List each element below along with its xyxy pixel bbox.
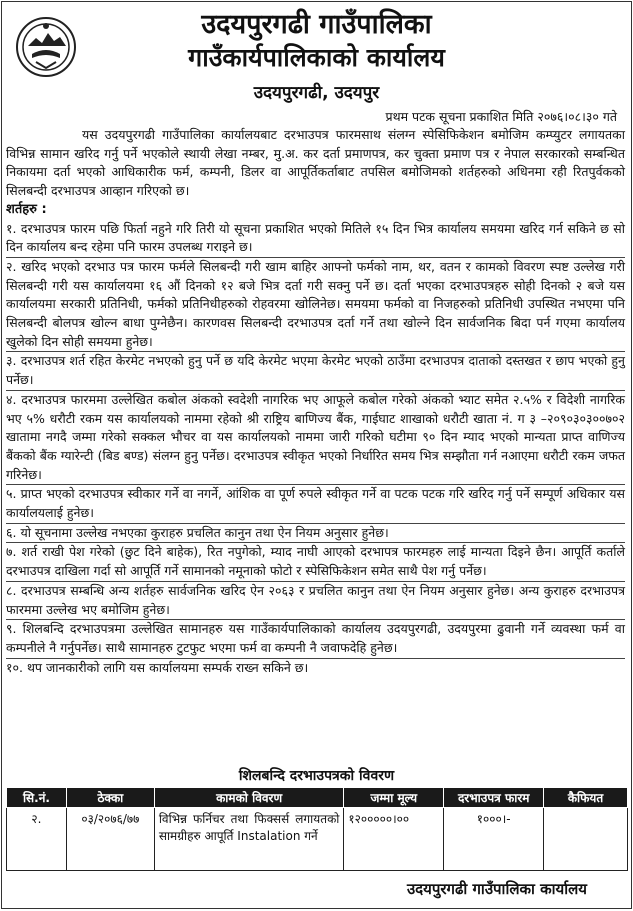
term-9: ९. शिलबन्दि दरभाउपत्रमा उल्लेखित सामानहरु यस गाउँकार्यपालिकाको कार्यालय उदयपुरगढी, उदयपुरमा ढुवानी गर्ने व्यवस्था फर्म वा कम्पनीले नै गर्नुपर्नेछ। साथै सामानहरु टुटफुट भएमा फर्म वा कम्पनी नै जवाफदेहि हुनेछ। — [6, 621, 625, 655]
table-row — [7, 808, 628, 871]
publication-date: प्रथम पटक सूचना प्रकाशित मिति २०७६।०८।३० गते — [385, 109, 617, 124]
table-header-row — [7, 788, 628, 808]
terms-heading: शर्तहरु : — [6, 201, 47, 217]
cell-remarks — [544, 808, 628, 871]
notice-intro: यस उदयपुरगढी गाउँपालिका कार्यालयबाट दरभाउपत्र फारमसाथ संलग्न स्पेसिफिकेशन बमोजिम कम्प्युटर लगायतका विभिन्न सामान खरिद गर्नु पर्ने भएकोले स्थायी लेखा नम्बर, मु.अ. कर दर्ता प्रमाणपत्र, कर चुक्ता प्रमाण पत्र र नेपाल सरकारको सम्बन्धित निकायमा दर्ता भएको आधिकारीक फर्म, कम्पनी, डिलर वा आपूर्तिकर्ताबाट तपसिल बमोजिमको शर्तहरुको अधिनमा रही रितपुर्वकको सिलबन्दी दरभाउपत्र आव्हान गरिएको छ। — [6, 127, 625, 199]
cell-sn: २. — [7, 808, 67, 871]
col-header-sn: सि.नं. — [7, 788, 67, 808]
term-5: ५. प्राप्त भएको दरभाउपत्र स्वीकार गर्ने वा नगर्ने, आंशिक वा पूर्ण रुपले स्वीकृत गर्ने वा पटक पटक गरि खरिद गर्नु पर्ने सम्पूर्ण अधिकार यस कार्यालयलाई हुनेछ। — [6, 486, 625, 521]
term-2: २. खरिद भएको दरभाउ पत्र फारम फर्मले सिलबन्दी गरी खाम बाहिर आफ्नो फर्मको नाम, थर, वतन र कामको विवरण स्पष्ट उल्लेख गरी सिलबन्दी गरी यस कार्यालयमा १६ औं दिनको १२ बजे भित्र दर्ता गरी सक्नु पर्ने छ। दर्ता भएका दरभाउपत्रहरु सोही दिनको २ बजे यस कार्यालयमा सरकारी प्रतिनिधी, फर्मको प्रतिनिधीहरुको रोहवरमा खोलिनेछ। समयमा फर्मको वा निजहरुको प्रतिनिधी उपस्थित नभएमा पनि सिलबन्दी बोलपत्र खोल्न बाधा पुग्नेछैन। कारणवस सिलबन्दी दरभाउपत्र दर्ता गर्ने तथा खोल्ने दिन सार्वजनिक बिदा पर्न गएमा कार्यालय खुलेको दिन सोही समयमा हुनेछ। — [6, 258, 625, 349]
col-header-total: जम्मा मूल्य — [344, 788, 444, 808]
col-header-form-fee: दरभाउपत्र फारम — [444, 788, 544, 808]
col-header-contract: ठेक्का — [66, 788, 154, 808]
col-header-remarks: कैफियत — [544, 788, 628, 808]
notice-page — [1, 1, 632, 909]
term-7: ७. शर्त राखी पेश गरेको (छुट दिने बाहेक), रित नपुगेको, म्याद नाघी आएको दरभापत्र फारमहरु लाई मान्यता दिइने छैन। आपूर्ति कर्ताले दरभाउपत्र दाखिला गर्दा सो आपूर्ति गर्ने सामानको नमूनाको फोटो र स्पेसिफिकेशन समेत साथै पेश गर्नु पर्नेछ। — [6, 544, 625, 579]
tender-table — [6, 787, 628, 871]
cell-description: विभिन्न फर्निचर तथा फिक्सर्स लगायतको सामग्रीहरु आपूर्ति Instalation गर्ने — [154, 808, 344, 871]
term-1: १. दरभाउपत्र फारम पछि फिर्ता नहुने गरि तिरी यो सूचना प्रकाशित भएको मितिले १५ दिन भित्र कार्यालय समयमा खरिद गर्न सकिने छ सो दिन कार्यालय बन्द रहेमा पनि फारम उपलब्ध गराइने छ। — [6, 220, 625, 255]
tender-table-title: शिलबन्दि दरभाउपत्रको विवरण — [238, 768, 395, 784]
notice-body — [6, 126, 625, 677]
office-subtitle: गाउँकार्यपालिकाको कार्यालय — [188, 43, 445, 72]
office-location: उदयपुरगढी, उदयपुर — [253, 83, 380, 103]
cell-contract: ०३/२०७६/७७ — [66, 808, 154, 871]
footer-office: उदयपुरगढी गाउँपालिका कार्यालय — [406, 880, 587, 898]
office-title: उदयपुरगढी गाउँपालिका — [201, 9, 432, 40]
cell-total: १२०००००।०० — [344, 808, 444, 871]
term-4: ४. दरभाउपत्र फारममा उल्लेखित कबोल अंकको स्वदेशी नागरिक भए आफूले कबोल गरेको अंकको भ्याट समेत २.५% र विदेशी नागरिक भए ५% धरौटी रकम यस कार्यालयको नाममा रहेको श्री राष्ट्रिय बाणिज्य बैंक, गाईघाट शाखाको धरौटी खाता नं. ग ३ –२०९०३०३००७०२ खातामा नगदै जम्मा गरेको सक्कल भौचर वा यस कार्यालयको नाममा जारी गरिको घटीमा ९० दिन म्याद भएको मान्यता प्राप्त वाणिज्य बैंकको बैंक ग्यारेन्टी (बिड बण्ड) संलग्न हुनु पर्नेछ। दरभाउपत्र स्वीकृत भएको निर्धारित समय भित्र सम्झौता गर्न नआएमा धरौटी रकम जफत गरिनेछ। — [6, 391, 625, 482]
term-3: ३. दरभाउपत्र शर्त रहित केरमेट नभएको हुनु पर्ने छ यदि केरमेट भएमा केरमेट भएको ठाउँमा दरभाउपत्र दाताको दस्तखत र छाप भएको हुनु पर्नेछ। — [6, 353, 625, 388]
col-header-description: कामको विवरण — [154, 788, 344, 808]
term-8: ८. दरभाउपत्र सम्बन्धि अन्य शर्तहरु सार्वजनिक खरिद ऐन २०६३ र प्रचलित कानुन तथा ऐन नियम अनुसार हुनेछ। अन्य कुराहरु दरभाउपत्र फारममा उल्लेख भए बमोजिम हुनेछ। — [6, 582, 625, 617]
term-10: १०. थप जानकारीको लागि यस कार्यालयमा सम्पर्क राख्न सकिने छ। — [6, 659, 309, 675]
term-6: ६. यो सूचनामा उल्लेख नभएका कुराहरु प्रचलित कानुन तथा ऐन नियम अनुसार हुनेछ। — [6, 524, 389, 540]
cell-form-fee: १०००।- — [444, 808, 544, 871]
